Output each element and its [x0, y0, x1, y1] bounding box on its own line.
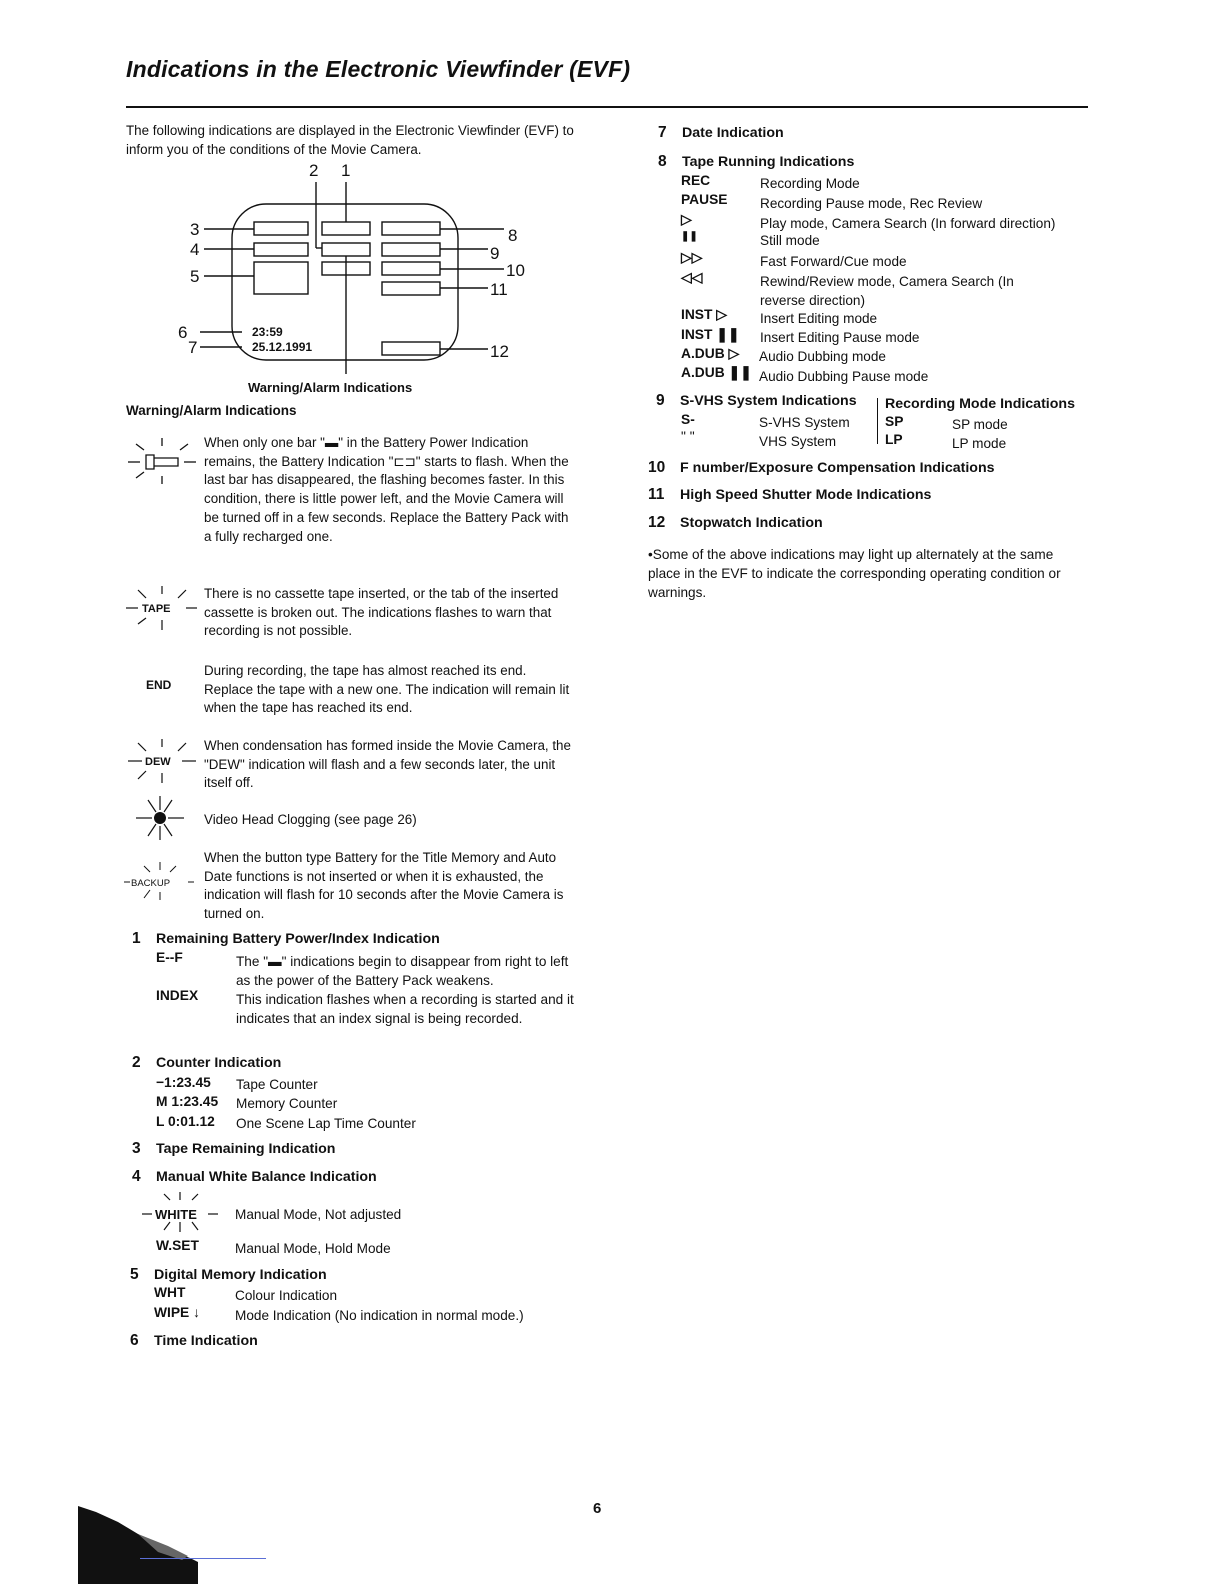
dew-label: DEW	[145, 756, 171, 768]
white-label: WHITE	[155, 1207, 197, 1222]
s2-text-tape: Tape Counter	[236, 1077, 318, 1092]
warning-dew-text: When condensation has formed inside the Movie Camera, the "DEW" indication will flash and a few seconds later, the unit itself off.	[204, 738, 571, 791]
callout-1: 1	[341, 161, 351, 180]
battery-warning-icon	[122, 436, 197, 488]
footnote: •Some of the above indications may light up alternately at the same place in the EVF to indicate the corresponding operating condition or warnings.	[648, 547, 1061, 600]
s5-text-wht: Colour Indication	[235, 1288, 338, 1303]
s9-code-vhs: " "	[681, 429, 695, 444]
callout-7: 7	[188, 338, 198, 357]
white-flash-icon	[140, 1190, 220, 1234]
s8-code-inst-pause: INST ❚❚	[681, 327, 740, 342]
tape-label: TAPE	[142, 603, 171, 615]
s9-text-vhs: VHS System	[759, 434, 837, 449]
evf-date: 25.12.1991	[252, 340, 313, 354]
s4-code-wset: W.SET	[156, 1238, 199, 1253]
s5-text-wipe: Mode Indication (No indication in normal mode.)	[235, 1308, 524, 1323]
s8-text-pause: Recording Pause mode, Rec Review	[760, 196, 983, 211]
section-10-heading: 10 F number/Exposure Compensation Indications	[648, 459, 995, 476]
s8-text-inst-pause: Insert Editing Pause mode	[760, 330, 920, 345]
section-2-heading: 2 Counter Indication	[132, 1054, 282, 1071]
section-9-separator	[877, 398, 878, 444]
scan-shadow	[78, 1500, 198, 1584]
end-label: END	[146, 678, 172, 692]
scan-blue-line	[140, 1558, 266, 1559]
warning-end-text: During recording, the tape has almost reached its end. Replace the tape with a new one. The indication will remain lit when the tape has reached its end.	[204, 663, 570, 716]
callout-10: 10	[506, 261, 525, 280]
s2-text-memory: Memory Counter	[236, 1096, 338, 1111]
s8-code-adub: A.DUB ▷	[681, 346, 740, 361]
section-4-heading: 4 Manual White Balance Indication	[132, 1168, 377, 1185]
s8-code-adub-pause: A.DUB ❚❚	[681, 365, 752, 380]
callout-8: 8	[508, 226, 518, 245]
s9-text-sp: SP mode	[952, 417, 1008, 432]
section-1-heading: 1 Remaining Battery Power/Index Indication	[132, 930, 440, 947]
s5-code-wipe: WIPE ↓	[154, 1305, 200, 1320]
s8-text-rew: Rewind/Review mode, Camera Search (In reverse direction)	[760, 274, 1014, 308]
section-12-heading: 12 Stopwatch Indication	[648, 514, 823, 531]
page-title: Indications in the Electronic Viewfinder (EVF)	[126, 56, 631, 82]
s8-code-rew: ◁◁	[681, 270, 703, 285]
s2-code-tape: −1:23.45	[156, 1075, 211, 1090]
callout-12: 12	[490, 342, 509, 361]
s8-code-rec: REC	[681, 173, 711, 188]
s9-code-sp: SP	[885, 414, 904, 429]
warning-headclog-text: Video Head Clogging (see page 26)	[204, 812, 417, 827]
backup-label: BACKUP	[131, 878, 171, 889]
rec-mode-heading: Recording Mode Indications	[885, 396, 1075, 412]
s9-code-lp: LP	[885, 432, 903, 447]
section-5-heading: 5 Digital Memory Indication	[130, 1266, 327, 1283]
warning-backup-text: When the button type Battery for the Title Memory and Auto Date functions is not inserted or when it is exhausted, the indication will flash for 10 seconds after the Movie Camera is turned on.	[204, 850, 564, 922]
s2-code-memory: M 1:23.45	[156, 1094, 219, 1109]
s1-text-ef: The "▬" indications begin to disappear from right to left as the power of the Battery Pack weakens.	[236, 954, 569, 988]
section-11-heading: 11 High Speed Shutter Mode Indications	[648, 486, 932, 503]
callout-2: 2	[309, 161, 319, 180]
s2-code-lap: L 0:01.12	[156, 1114, 215, 1129]
s8-text-adub-pause: Audio Dubbing Pause mode	[759, 369, 929, 384]
section-7-heading: 7 Date Indication	[658, 124, 784, 141]
title-rule	[126, 106, 1088, 108]
s8-code-play: ▷	[681, 212, 692, 227]
s9-text-lp: LP mode	[952, 436, 1007, 451]
s8-text-still: Still mode	[760, 233, 820, 248]
s5-code-wht: WHT	[154, 1285, 186, 1300]
section-9-heading: 9 S-VHS System Indications	[656, 392, 857, 409]
evf-time: 23:59	[252, 325, 283, 339]
diagram-caption: Warning/Alarm Indications	[248, 380, 413, 395]
section-6-heading: 6 Time Indication	[130, 1332, 258, 1349]
callout-3: 3	[190, 220, 200, 239]
s8-text-ff: Fast Forward/Cue mode	[760, 254, 907, 269]
callout-9: 9	[490, 244, 500, 263]
s8-code-inst: INST ▷	[681, 307, 727, 322]
callout-11: 11	[490, 280, 508, 299]
callout-4: 4	[190, 240, 200, 259]
s1-code-ef: E--F	[156, 950, 183, 965]
callout-6: 6	[178, 323, 188, 342]
section-8-heading: 8 Tape Running Indications	[658, 153, 855, 170]
head-clog-icon	[122, 794, 197, 846]
s9-text-svhs: S-VHS System	[759, 415, 850, 430]
s8-code-still: ❚❚	[681, 231, 698, 242]
intro-text: The following indications are displayed in the Electronic Viewfinder (EVF) to inform you of the conditions of the Movie Camera.	[126, 123, 574, 157]
s8-text-inst: Insert Editing mode	[760, 311, 878, 326]
warning-battery-text: When only one bar "▬" in the Battery Power Indication remains, the Battery Indication "⊏⊐" starts to flash. When the last bar has disappeared, the flashing becomes faster. In this condition, there is little power left, and the Movie Camera will be turned off in a few seconds. Replace the Battery Pack with a fully recharged one.	[204, 435, 569, 544]
page-number: 6	[593, 1500, 602, 1517]
dew-warning-icon	[122, 735, 197, 787]
s8-code-ff: ▷▷	[681, 250, 703, 265]
evf-diagram	[170, 152, 550, 402]
section-3-heading: 3 Tape Remaining Indication	[132, 1140, 336, 1157]
s1-text-index: This indication flashes when a recording is started and it indicates that an index signal is being recorded.	[236, 992, 574, 1026]
s4-text-wset: Manual Mode, Hold Mode	[235, 1241, 391, 1256]
s8-code-pause: PAUSE	[681, 192, 728, 207]
backup-warning-icon	[122, 856, 197, 908]
s8-text-adub: Audio Dubbing mode	[759, 349, 886, 364]
s4-text-white: Manual Mode, Not adjusted	[235, 1207, 402, 1222]
tape-warning-icon	[122, 584, 197, 636]
warning-tape-text: There is no cassette tape inserted, or the tab of the inserted cassette is broken out. The indications flashes to warn that recording is not possible.	[204, 586, 559, 639]
callout-5: 5	[190, 267, 200, 286]
s8-text-play: Play mode, Camera Search (In forward direction)	[760, 216, 1056, 231]
s9-code-svhs: S-	[681, 412, 695, 427]
s2-text-lap: One Scene Lap Time Counter	[236, 1116, 416, 1131]
s8-text-rec: Recording Mode	[760, 176, 860, 191]
warning-heading: Warning/Alarm Indications	[126, 403, 297, 418]
s1-code-index: INDEX	[156, 988, 199, 1003]
